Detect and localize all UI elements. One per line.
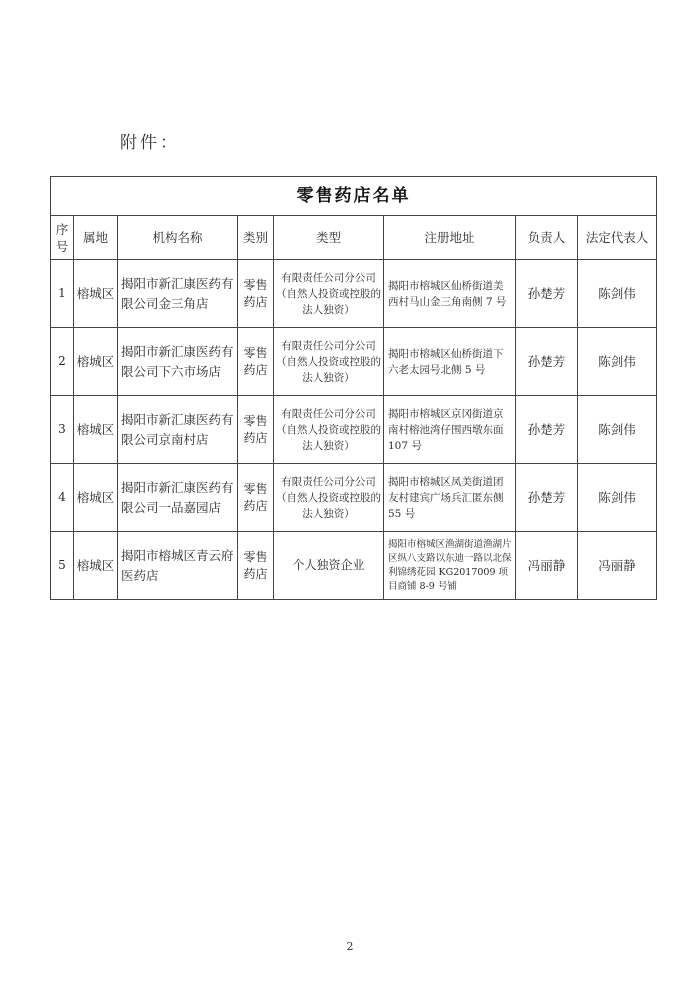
header-type: 类型 (274, 216, 384, 260)
header-category: 类别 (238, 216, 274, 260)
cell-address: 揭阳市榕城区渔湖街道渔湖片区纵八支路以东迪一路以北保利锦绣花园 KG2017009 项目商铺 8-9 号铺 (384, 532, 516, 600)
cell-category: 零售药店 (238, 464, 274, 532)
header-manager: 负责人 (516, 216, 578, 260)
header-region: 属地 (74, 216, 118, 260)
cell-seq: 5 (51, 532, 74, 600)
cell-name: 揭阳市榕城区青云府医药店 (118, 532, 238, 600)
cell-name: 揭阳市新汇康医药有限公司一品嘉园店 (118, 464, 238, 532)
cell-legal-rep: 陈剑伟 (578, 328, 657, 396)
page-number: 2 (346, 940, 354, 953)
cell-address: 揭阳市榕城区仙桥街道下六老太园号北侧 5 号 (384, 328, 516, 396)
cell-seq: 2 (51, 328, 74, 396)
cell-category: 零售药店 (238, 532, 274, 600)
cell-type: 有限责任公司分公司（自然人投资或控股的法人独资） (274, 396, 384, 464)
cell-type: 有限责任公司分公司（自然人投资或控股的法人独资） (274, 464, 384, 532)
cell-manager: 孙楚芳 (516, 260, 578, 328)
cell-legal-rep: 陈剑伟 (578, 464, 657, 532)
table-row (51, 260, 657, 328)
cell-legal-rep: 陈剑伟 (578, 396, 657, 464)
header-name: 机构名称 (118, 216, 238, 260)
cell-region: 榕城区 (74, 396, 118, 464)
cell-manager: 孙楚芳 (516, 464, 578, 532)
table-row (51, 464, 657, 532)
header-seq: 序号 (51, 216, 74, 260)
attachment-label: 附件： (120, 133, 180, 153)
cell-region: 榕城区 (74, 532, 118, 600)
cell-category: 零售药店 (238, 328, 274, 396)
table-row (51, 328, 657, 396)
cell-address: 揭阳市榕城区仙桥街道美西村马山金三角南侧 7 号 (384, 260, 516, 328)
cell-seq: 4 (51, 464, 74, 532)
cell-type: 有限责任公司分公司（自然人投资或控股的法人独资） (274, 260, 384, 328)
cell-name: 揭阳市新汇康医药有限公司下六市场店 (118, 328, 238, 396)
cell-manager: 冯丽静 (516, 532, 578, 600)
table-title: 零售药店名单 (51, 177, 657, 216)
cell-category: 零售药店 (238, 396, 274, 464)
table-row (51, 532, 657, 600)
cell-name: 揭阳市新汇康医药有限公司金三角店 (118, 260, 238, 328)
cell-region: 榕城区 (74, 464, 118, 532)
cell-address: 揭阳市榕城区京冈街道京南村榕池湾仔围西墩东面 107 号 (384, 396, 516, 464)
cell-manager: 孙楚芳 (516, 328, 578, 396)
header-legal-rep: 法定代表人 (578, 216, 657, 260)
cell-legal-rep: 冯丽静 (578, 532, 657, 600)
cell-seq: 3 (51, 396, 74, 464)
header-address: 注册地址 (384, 216, 516, 260)
cell-region: 榕城区 (74, 260, 118, 328)
table-row (51, 396, 657, 464)
cell-address: 揭阳市榕城区凤美街道团友村建宾广场兵汇匿东侧 55 号 (384, 464, 516, 532)
pharmacy-list-table-container (50, 176, 656, 600)
cell-type: 个人独资企业 (274, 532, 384, 600)
table-header-row (51, 216, 657, 260)
cell-type: 有限责任公司分公司（自然人投资或控股的法人独资） (274, 328, 384, 396)
pharmacy-list-table (50, 176, 657, 600)
cell-category: 零售药店 (238, 260, 274, 328)
cell-manager: 孙楚芳 (516, 396, 578, 464)
cell-legal-rep: 陈剑伟 (578, 260, 657, 328)
cell-region: 榕城区 (74, 328, 118, 396)
cell-seq: 1 (51, 260, 74, 328)
cell-name: 揭阳市新汇康医药有限公司京南村店 (118, 396, 238, 464)
